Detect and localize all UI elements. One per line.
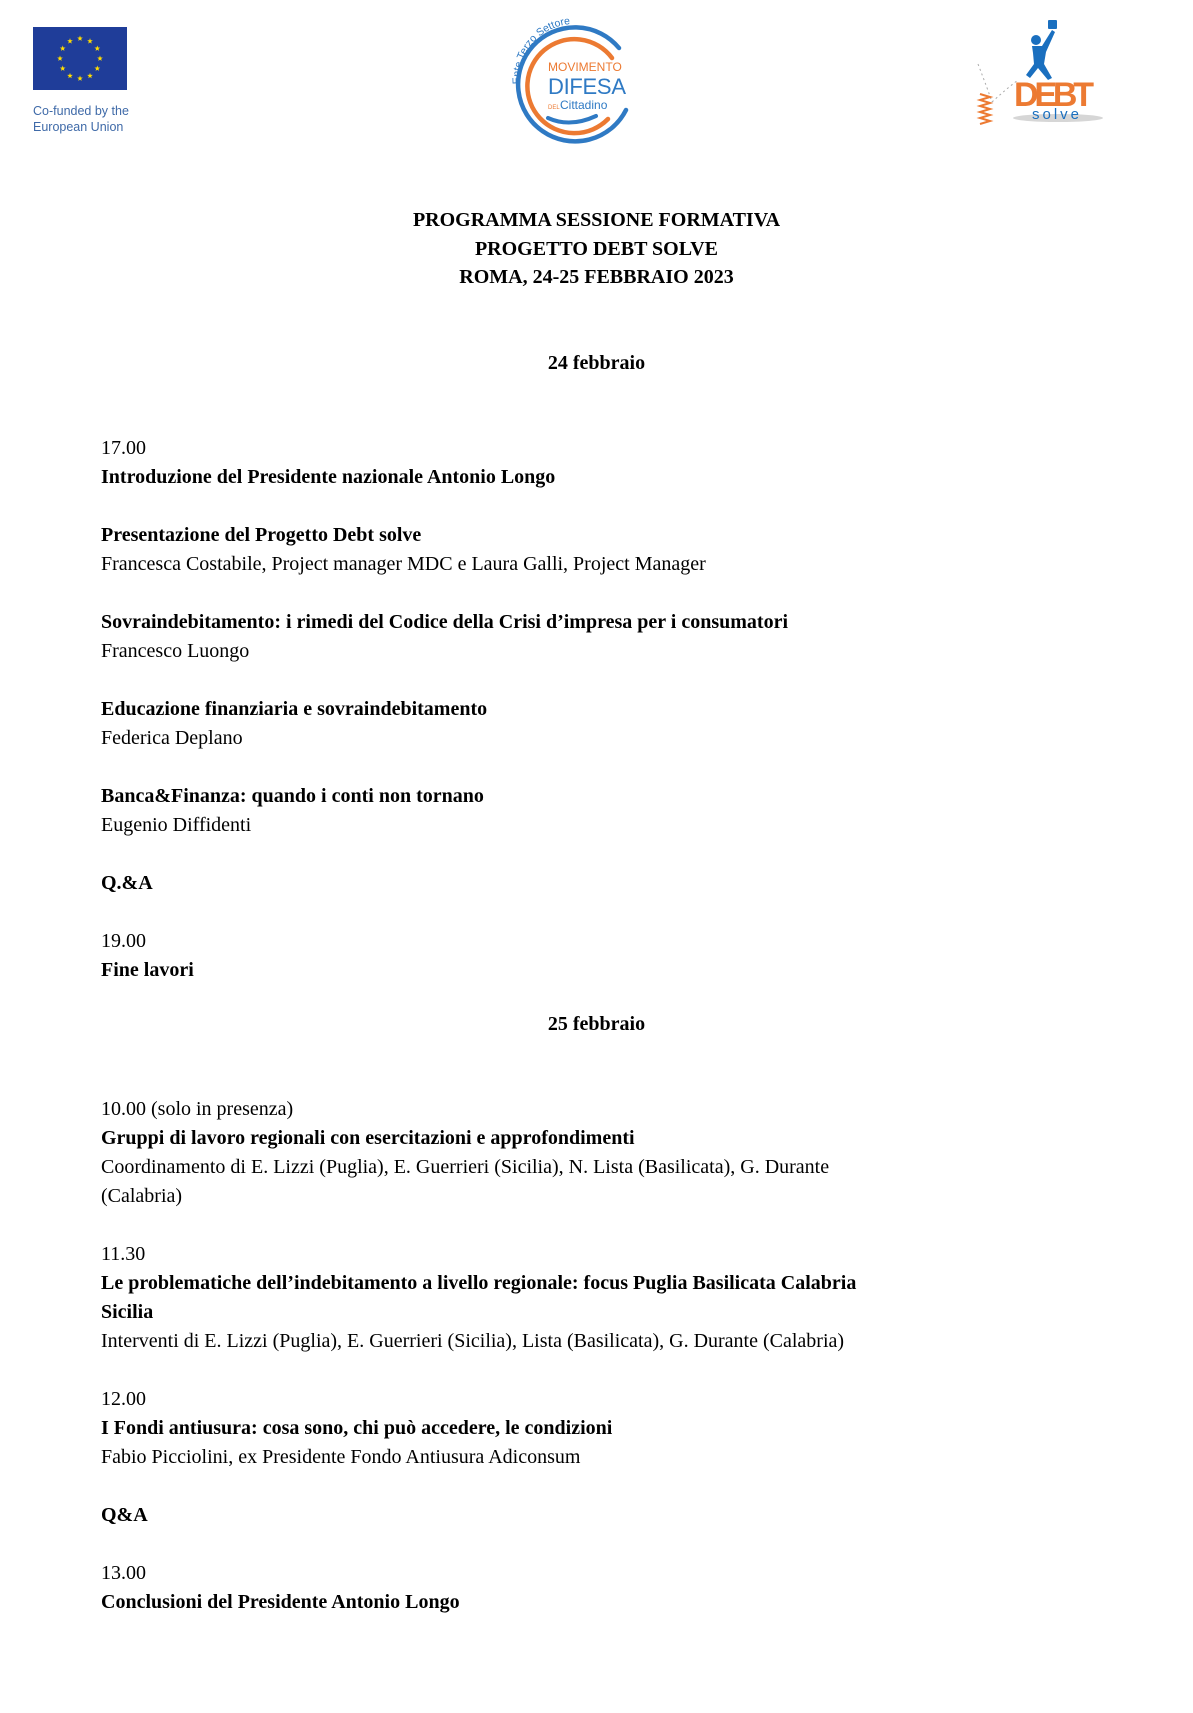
mdc-smile xyxy=(548,116,596,123)
item-title: Educazione finanziaria e sovraindebitamento xyxy=(101,698,488,720)
eu-flag-icon xyxy=(33,27,127,90)
debt-jump-trail xyxy=(978,64,1018,102)
item-time: 19.00 xyxy=(101,930,146,952)
day2-heading: 25 febbraio xyxy=(547,1013,646,1035)
program-item xyxy=(101,434,1061,492)
debt-solve-logo xyxy=(970,20,1115,130)
item-title: Banca&Finanza: quando i conti non tornano xyxy=(101,785,484,807)
movimento-difesa-cittadino-logo xyxy=(498,6,648,146)
item-speaker: Francesca Costabile, Project manager MDC e Laura Galli, Project Manager xyxy=(101,553,706,575)
item-title: Q.&A xyxy=(101,872,153,894)
program-item xyxy=(101,521,1061,579)
eu-caption xyxy=(33,103,163,135)
day1-program xyxy=(101,434,1061,985)
program-item xyxy=(101,1559,1061,1617)
debt-word: DEBT xyxy=(1014,76,1094,114)
item-speaker: Federica Deplano xyxy=(101,727,243,749)
program-item xyxy=(101,1385,1061,1472)
program-item xyxy=(101,927,1061,985)
item-speaker: Francesco Luongo xyxy=(101,640,250,662)
item-title: Fine lavori xyxy=(101,959,194,981)
item-title: I Fondi antiusura: cosa sono, chi può accedere, le condizioni xyxy=(101,1417,613,1439)
item-time: 17.00 xyxy=(101,437,146,459)
item-title: Q&A xyxy=(101,1504,148,1526)
eu-caption-line2: European Union xyxy=(33,120,124,134)
document-title xyxy=(0,206,1193,292)
item-time: 10.00 (solo in presenza) xyxy=(101,1098,294,1120)
mdc-line3-small: DEL xyxy=(548,105,560,111)
item-title: Gruppi di lavoro regionali con esercitazioni e approfondimenti xyxy=(101,1127,635,1149)
item-time: 12.00 xyxy=(101,1388,146,1410)
mdc-line3: Cittadino xyxy=(560,98,608,112)
item-time: 11.30 xyxy=(101,1243,146,1265)
mdc-line2: DIFESA xyxy=(548,74,626,99)
item-title: Conclusioni del Presidente Antonio Longo xyxy=(101,1591,460,1613)
day1-heading: 24 febbraio xyxy=(547,352,646,374)
item-title: Le problematiche dell’indebitamento a livello regionale: focus Puglia Basilicata Calabria xyxy=(101,1272,857,1294)
program-item xyxy=(101,869,1061,898)
mdc-arc-text: Ente Terzo Settore xyxy=(510,15,571,85)
eu-caption-line1: Co-funded by the xyxy=(33,104,129,118)
program-item xyxy=(101,608,1061,666)
item-title: Sovraindebitamento: i rimedi del Codice della Crisi d’impresa per i consumatori xyxy=(101,611,789,633)
title-line1: PROGRAMMA SESSIONE FORMATIVA xyxy=(412,209,781,231)
item-speaker: Interventi di E. Lizzi (Puglia), E. Guerrieri (Sicilia), Lista (Basilicata), G. Durante (Calabria) xyxy=(101,1330,845,1352)
program-item xyxy=(101,1095,1061,1211)
item-time: 13.00 xyxy=(101,1562,146,1584)
program-item xyxy=(101,782,1061,840)
spring-icon xyxy=(980,94,990,124)
item-speaker-continued: (Calabria) xyxy=(101,1185,183,1207)
program-item xyxy=(101,1240,1061,1356)
jumping-man-icon xyxy=(1026,20,1057,80)
item-speaker: Fabio Picciolini, ex Presidente Fondo Antiusura Adiconsum xyxy=(101,1446,581,1468)
program-item xyxy=(101,695,1061,753)
item-title: Presentazione del Progetto Debt solve xyxy=(101,524,422,546)
item-speaker: Eugenio Diffidenti xyxy=(101,814,252,836)
item-speaker: Coordinamento di E. Lizzi (Puglia), E. Guerrieri (Sicilia), N. Lista (Basilicata), G. Durante xyxy=(101,1156,830,1178)
mdc-line1: MOVIMENTO xyxy=(548,60,622,74)
day2-program xyxy=(101,1095,1061,1617)
item-title: Introduzione del Presidente nazionale Antonio Longo xyxy=(101,466,556,488)
eu-cofunded-logo xyxy=(33,27,163,135)
program-item xyxy=(101,1501,1061,1530)
title-line3: ROMA, 24-25 FEBBRAIO 2023 xyxy=(459,266,734,288)
title-line2: PROGETTO DEBT SOLVE xyxy=(474,237,719,260)
item-title-continued: Sicilia xyxy=(101,1301,154,1323)
solve-word: solve xyxy=(1032,106,1083,123)
